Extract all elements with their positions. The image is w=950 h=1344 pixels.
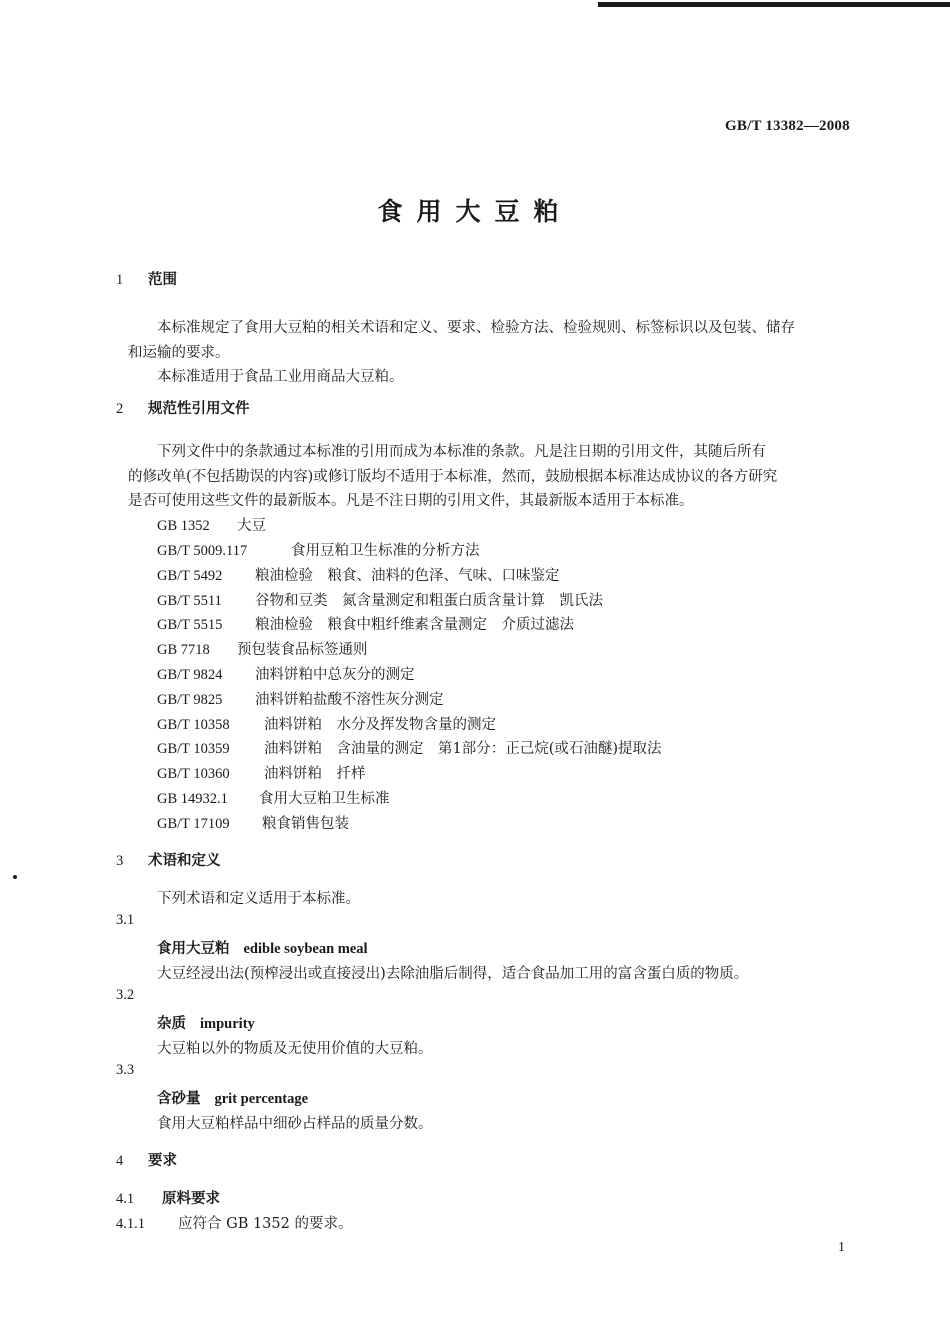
section-1-heading: [116, 268, 177, 289]
reference-item: [157, 812, 349, 833]
term-number: 3.3: [116, 1062, 135, 1078]
reference-title: 油料饼粕 水分及挥发物含量的测定: [264, 717, 496, 733]
clause-number: 4.1.1: [116, 1216, 145, 1232]
standard-number: GB/T 13382—2008: [725, 118, 850, 134]
reference-code: GB/T 17109: [157, 816, 230, 832]
reference-title: 预包装食品标签通则: [237, 642, 368, 658]
section-2-heading: [116, 397, 250, 418]
page-number: 1: [838, 1240, 845, 1255]
term-chinese: 含砂量: [157, 1091, 201, 1107]
paragraph-line: 下列文件中的条款通过本标准的引用而成为本标准的条款。凡是注日期的引用文件，其随后所有: [157, 444, 766, 460]
reference-code: GB/T 5511: [157, 593, 222, 609]
section-title: 范围: [148, 272, 177, 288]
reference-code: GB/T 5515: [157, 617, 223, 633]
section-number: 2: [116, 401, 124, 417]
reference-code: GB/T 5009.117: [157, 543, 248, 559]
term-number: 3.2: [116, 987, 135, 1003]
term-definition: 食用大豆粕样品中细砂占样品的质量分数。: [157, 1116, 433, 1132]
section-number: 3: [116, 853, 124, 869]
reference-item: [157, 564, 560, 585]
section-title: 术语和定义: [148, 853, 221, 869]
section-title: 规范性引用文件: [148, 401, 250, 417]
section-number: 4: [116, 1153, 124, 1169]
paragraph-line: 的修改单(不包括勘误的内容)或修订版均不适用于本标准，然而，鼓励根据本标准达成协议的各方研究: [128, 469, 778, 485]
section-number: 1: [116, 272, 124, 288]
term-definition: 大豆粕以外的物质及无使用价值的大豆粕。: [157, 1041, 433, 1057]
reference-code: GB/T 9825: [157, 692, 223, 708]
header-rule: [598, 2, 950, 7]
section-title: 要求: [148, 1153, 177, 1169]
reference-item: [157, 762, 366, 783]
term-english: edible soybean meal: [243, 941, 368, 957]
reference-title: 粮油检验 粮食、油料的色泽、气味、口味鉴定: [255, 568, 560, 584]
reference-title: 粮油检验 粮食中粗纤维素含量测定 介质过滤法: [255, 617, 574, 633]
section-3-heading: [116, 849, 221, 870]
scan-speck: [13, 875, 17, 879]
clause-line: [116, 1212, 352, 1233]
reference-title: 油料饼粕中总灰分的测定: [255, 667, 415, 683]
reference-item: [157, 737, 662, 758]
reference-item: [157, 589, 603, 610]
reference-code: GB/T 10358: [157, 717, 230, 733]
reference-title: 粮食销售包装: [262, 816, 349, 832]
reference-title: 谷物和豆类 氮含量测定和粗蛋白质含量计算 凯氏法: [255, 593, 603, 609]
subsection-heading: [116, 1187, 220, 1208]
reference-title: 油料饼粕 含油量的测定 第1部分：正己烷(或石油醚)提取法: [264, 741, 662, 757]
paragraph-line: 是否可使用这些文件的最新版本。凡是不注日期的引用文件，其最新版本适用于本标准。: [128, 493, 694, 509]
term-number: 3.1: [116, 912, 135, 928]
paragraph-line: 本标准适用于食品工业用商品大豆粕。: [157, 369, 404, 385]
section-4-heading: [116, 1149, 177, 1170]
reference-title: 食用豆粕卫生标准的分析方法: [291, 543, 480, 559]
reference-item: [157, 663, 415, 684]
term-heading: [157, 937, 368, 958]
reference-code: GB 7718: [157, 642, 210, 658]
term-definition: 大豆经浸出法(预榨浸出或直接浸出)去除油脂后制得，适合食品加工用的富含蛋白质的物质。: [157, 966, 749, 982]
term-heading: [157, 1087, 308, 1108]
reference-item: [157, 539, 480, 560]
reference-item: [157, 638, 368, 659]
reference-code: GB/T 9824: [157, 667, 223, 683]
reference-item: [157, 514, 266, 535]
reference-item: [157, 713, 496, 734]
reference-code: GB/T 5492: [157, 568, 223, 584]
reference-item: [157, 613, 574, 634]
term-english: grit percentage: [214, 1091, 309, 1107]
paragraph-line: 和运输的要求。: [128, 345, 230, 361]
reference-item: [157, 688, 444, 709]
subsection-number: 4.1: [116, 1191, 135, 1207]
reference-title: 油料饼粕盐酸不溶性灰分测定: [255, 692, 444, 708]
reference-code: GB/T 10360: [157, 766, 230, 782]
paragraph-line: 下列术语和定义适用于本标准。: [157, 891, 360, 907]
paragraph-line: 本标准规定了食用大豆粕的相关术语和定义、要求、检验方法、检验规则、标签标识以及包装、储存: [157, 320, 795, 336]
reference-code: GB/T 10359: [157, 741, 230, 757]
reference-title: 大豆: [237, 518, 266, 534]
reference-title: 油料饼粕 扦样: [264, 766, 366, 782]
term-english: impurity: [200, 1016, 255, 1032]
term-chinese: 食用大豆粕: [157, 941, 230, 957]
reference-item: [157, 787, 390, 808]
term-heading: [157, 1012, 255, 1033]
subsection-title: 原料要求: [162, 1191, 220, 1207]
reference-code: GB 1352: [157, 518, 210, 534]
clause-text: 应符合 GB 1352 的要求。: [178, 1216, 353, 1232]
term-chinese: 杂质: [157, 1016, 186, 1032]
page-title: 食用大豆粕: [377, 197, 573, 226]
reference-code: GB 14932.1: [157, 791, 228, 807]
reference-title: 食用大豆粕卫生标准: [259, 791, 390, 807]
